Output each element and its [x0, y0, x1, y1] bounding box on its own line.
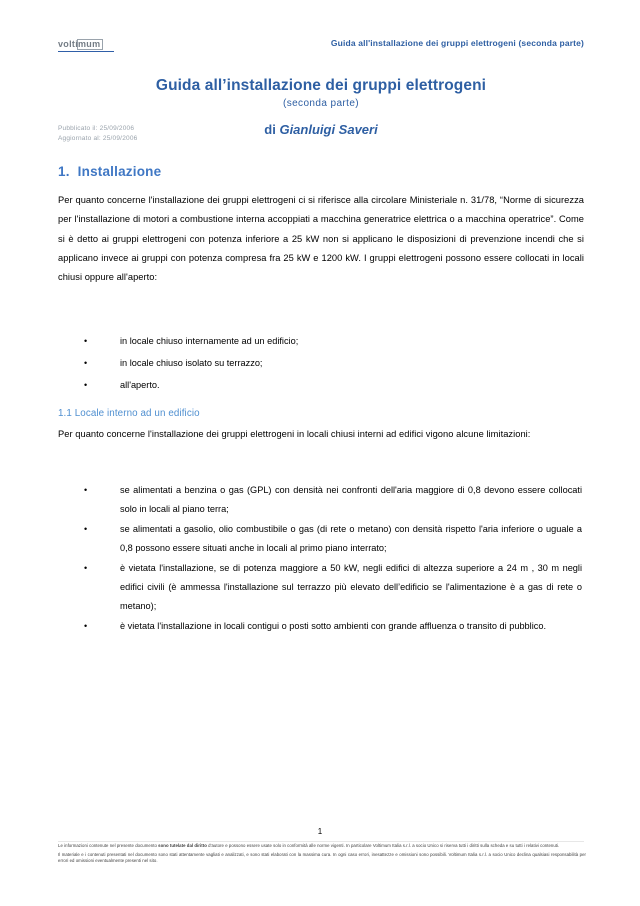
footer-disclaimer: [58, 843, 586, 866]
section-1-1-paragraph: Per quanto concerne l'installazione dei gruppi elettrogeni in locali chiusi interni ad edifici vigono alcune limitazioni:: [58, 429, 531, 439]
published-date: Pubblicato il: 25/09/2006: [58, 125, 135, 132]
section-1-heading: [58, 164, 161, 179]
section-1-bullet-list: [84, 330, 582, 396]
list-item: • è vietata l'installazione in locali contigui o posti sotto ambienti con grande affluenza o transito di pubblico.: [84, 617, 582, 636]
list-item: • in locale chiuso isolato su terrazzo;: [84, 352, 582, 374]
updated-date: Aggiornato al: 25/09/2006: [58, 134, 138, 142]
list-item: • in locale chiuso internamente ad un edificio;: [84, 330, 582, 352]
section-1-paragraph: Per quanto concerne l'installazione dei gruppi elettrogeni ci si riferisce alla circolare Ministeriale n. 31/78, “Norme di sicurezza per l'installazione di motori a combustione interna accoppiati a macchina generatrice elettrica o a macchina operatrice”. Come si è detto ai gruppi elettrogeni con potenza inferiore a 25 kW non si applicano le disposizioni di prevenzione incendi che si applicano invece ai gruppi con potenza compresa fra 25 kW e 1200 kW. I gruppi elettrogeni possono essere collocati in locali chiusi oppure all'aperto:: [58, 195, 584, 283]
footer-text-a: Le informazioni contenute nel presente documento: [58, 843, 159, 848]
section-1-number: 1.: [58, 164, 70, 179]
footer-line-2: Il materiale e i contenuti presentati nel documento sono stati attentamente vagliati e analizzati, e sono stati elaborati con la massima cura. In ogni caso errori, inesattezze e omissioni sono possibili. Voltimum Italia s.r.l. a socio Unico declina qualsiasi responsabilità per errori ed omissioni eventualmente presenti nel sito.: [58, 851, 586, 863]
footer-divider: [58, 841, 584, 842]
author-prefix: di: [264, 122, 280, 137]
list-item: • se alimentati a gasolio, olio combustibile o gas (di rete o metano) con densità rispetto l'aria inferiore o uguale a 0,8 possono essere situati anche in locali al primo piano interrato;: [84, 520, 582, 559]
footer-line-1: [58, 843, 586, 849]
page-subtitle: (seconda parte): [282, 98, 360, 109]
page-title: Guida all’installazione dei gruppi elettrogeni: [155, 77, 487, 94]
document-header: [58, 36, 584, 62]
author-name: Gianluigi Saveri: [279, 122, 378, 137]
title-block: [58, 76, 584, 111]
list-item: • se alimentati a benzina o gas (GPL) con densità nei confronti dell'aria maggiore di 0,8 devono essere collocati solo in locali al piano terra;: [84, 481, 582, 520]
author-line: [58, 122, 584, 137]
section-1-1-heading: 1.1 Locale interno ad un edificio: [58, 408, 200, 419]
header-divider: [58, 62, 584, 63]
page-number: 1: [317, 827, 323, 836]
logo-underline: [58, 51, 114, 52]
logo-text: voltimum: [58, 39, 101, 49]
list-item: • è vietata l'installazione, se di potenza maggiore a 50 kW, negli edifici di altezza superiore a 24 m , 30 m negli edifici civili (è ammessa l'installazione sul terrazzo più elevato dell’edificio se l'alimentazione è a gas di rete o metano);: [84, 559, 582, 617]
running-header-title: Guida all'installazione dei gruppi elettrogeni (seconda parte): [330, 38, 584, 48]
footer-text-bold: sono tutelate dal diritto: [158, 843, 207, 848]
list-item: • all'aperto.: [84, 374, 582, 396]
voltimum-logo: [58, 39, 116, 55]
section-1-1-bullet-list: [84, 481, 582, 636]
footer-text-c: d'autore e possono essere usate solo in conformità alle norme vigenti. In particolare Voltimum Italia s.r.l. a socio Unico si riserva tutti i diritti sulla scheda e su tutti i relativi contenuti.: [206, 843, 560, 848]
section-1-title: Installazione: [77, 164, 162, 179]
